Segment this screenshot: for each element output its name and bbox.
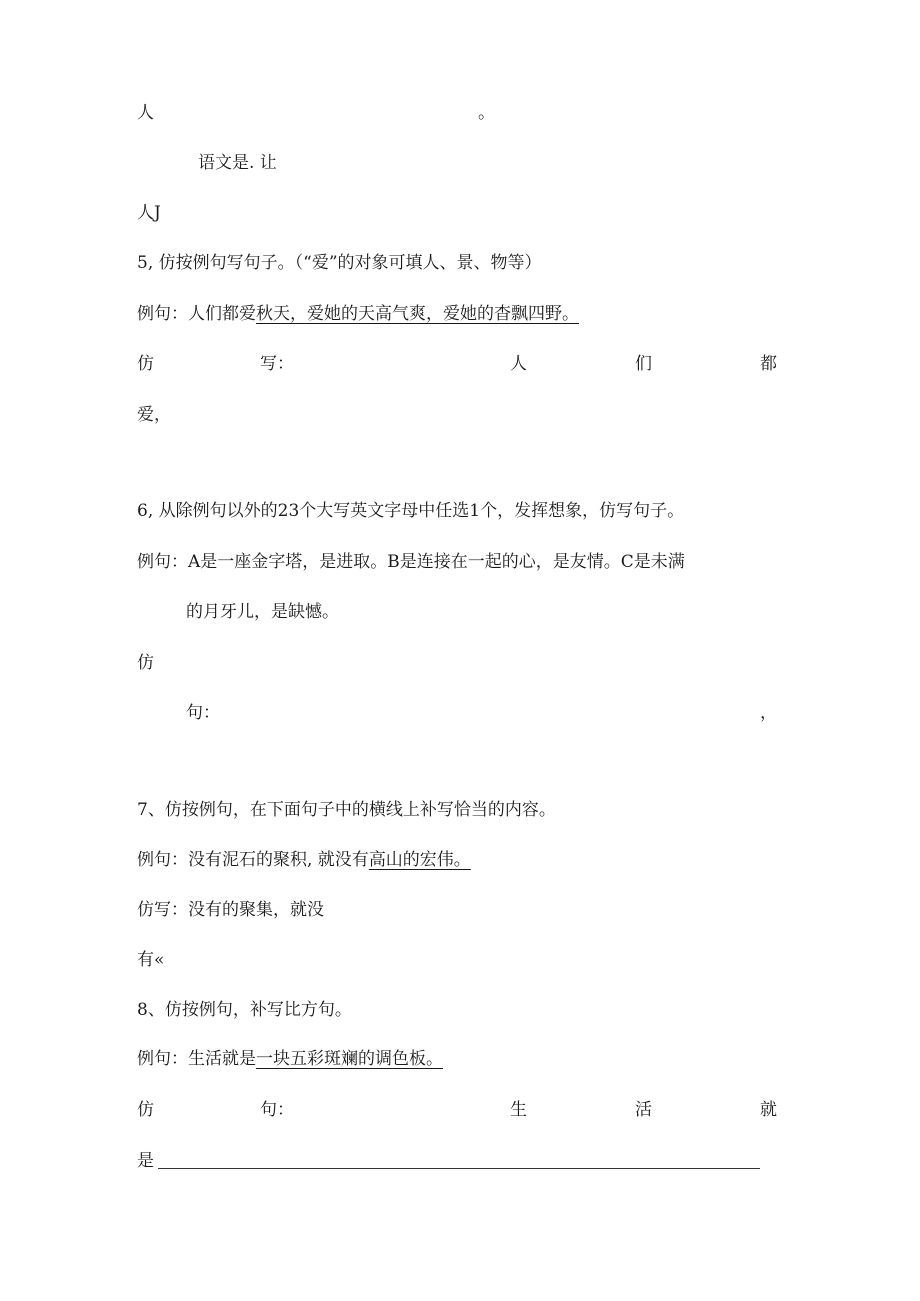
line-end-period: 。 (478, 103, 495, 123)
q8-imitate-w4: 活 (635, 1100, 652, 1120)
q6-imitate-label2: 句： (186, 703, 220, 723)
q8-imitate-w1: 仿 (137, 1100, 154, 1120)
q8-imitate-w3: 生 (510, 1100, 527, 1120)
q5-imitate-w5: 都 (760, 354, 777, 374)
sentence-fragment: 语文是. 让 (198, 153, 277, 173)
q8-imitate-w5: 就 (760, 1100, 777, 1120)
q8-imitate-w2: 句： (260, 1100, 294, 1120)
q6-imitate-end: ， (760, 703, 777, 723)
q8-example-prefix: 例句：生活就是 (137, 1049, 256, 1069)
line-start-char: 人 (137, 103, 154, 123)
q6-example-line2: 的月牙儿，是缺憾。 (186, 602, 339, 622)
q5-example-prefix: 例句：人们都爱 (137, 304, 256, 324)
q5-imitate-w1: 仿 (137, 354, 154, 374)
q5-imitate-w4: 们 (635, 354, 652, 374)
q7-imitate: 仿写：没有的聚集，就没 (137, 900, 324, 920)
q5-imitate-w2: 写： (260, 354, 294, 374)
sentence-fragment-cont: 人J (137, 203, 161, 223)
q8-title: 8、仿按例句，补写比方句。 (137, 1000, 352, 1020)
q5-imitate-cont: 爱， (137, 405, 171, 425)
q8-answer-blank (158, 1168, 760, 1169)
q6-imitate-label1: 仿 (137, 653, 154, 673)
q7-imitate-cont: 有« (137, 950, 165, 970)
q8-example (137, 1048, 443, 1070)
q7-example-prefix: 例句：没有泥石的聚积, 就没有 (137, 850, 369, 870)
q5-example-underlined: 秋天，爱她的天高气爽，爱她的杳飘四野。 (256, 304, 579, 324)
q8-example-underlined: 一块五彩斑斓的调色板。 (256, 1049, 443, 1069)
q7-example (137, 849, 471, 871)
q5-imitate-w3: 人 (510, 354, 527, 374)
q6-example-line1: 例句：A是一座金字塔，是进取。B是连接在一起的心，是友情。C是未满 (137, 552, 685, 572)
q8-imitate-cont: 是 (137, 1151, 154, 1171)
q5-example (137, 303, 579, 325)
q5-title: 5, 仿按例句写句子。（“爱”的对象可填人、景、物等） (137, 253, 542, 273)
q7-title: 7、仿按例句，在下面句子中的横线上补写恰当的内容。 (137, 800, 556, 820)
q6-title: 6, 从除例句以外的23个大写英文字母中任选1个，发挥想象，仿写句子。 (137, 501, 685, 521)
q7-example-underlined: 高山的宏伟。 (368, 850, 471, 870)
